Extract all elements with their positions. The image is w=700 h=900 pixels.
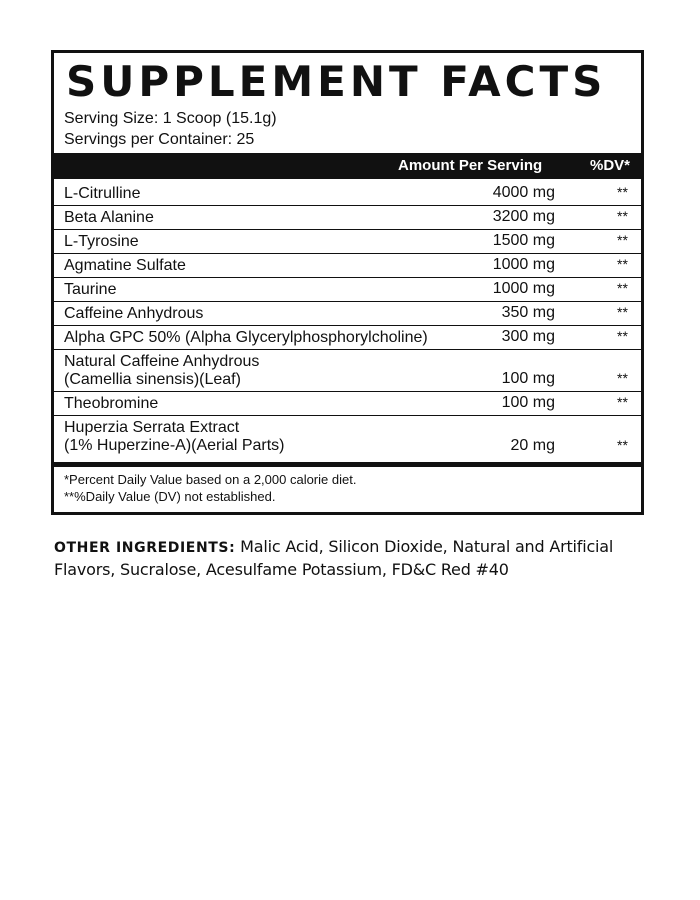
ingredient-name: Theobromine	[64, 395, 159, 412]
daily-value-header: %DV*	[590, 157, 631, 174]
ingredient-amount: 300 mg	[501, 328, 555, 345]
other-ingredients-text: Malic Acid, Silicon Dioxide, Natural and Artificial Flavors, Sucralose, Acesulfame Potassium, FD&C Red #40	[54, 537, 614, 579]
ingredient-name: Huperzia Serrata Extract (1% Huperzine-A)(Aerial Parts)	[64, 419, 285, 454]
ingredient-dv: **	[617, 232, 628, 248]
ingredient-amount: 4000 mg	[492, 184, 555, 201]
amount-per-serving-header: Amount Per Serving	[398, 157, 543, 174]
ingredient-dv: **	[617, 437, 628, 453]
ingredient-name: Caffeine Anhydrous	[64, 305, 204, 322]
ingredient-name: L-Tyrosine	[64, 233, 139, 250]
ingredient-dv: **	[617, 370, 628, 386]
supplement-facts-panel	[51, 50, 644, 515]
serving-size: Serving Size: 1 Scoop (15.1g)	[64, 110, 277, 127]
ingredient-dv: **	[617, 328, 628, 344]
footnote-daily-value: *Percent Daily Value based on a 2,000 calorie diet.	[64, 472, 357, 487]
ingredient-amount: 1500 mg	[492, 232, 555, 249]
ingredient-row	[54, 392, 641, 416]
table-end-divider	[54, 462, 641, 467]
ingredient-row	[54, 206, 641, 230]
facts-title: SUPPLEMENT FACTS	[66, 57, 607, 106]
other-ingredients	[54, 536, 654, 580]
ingredient-amount: 100 mg	[501, 370, 555, 387]
ingredient-name: Agmatine Sulfate	[64, 257, 186, 274]
ingredient-name: Natural Caffeine Anhydrous (Camellia sinensis)(Leaf)	[64, 353, 260, 388]
ingredient-amount: 100 mg	[501, 394, 555, 411]
ingredient-amount: 20 mg	[510, 437, 555, 454]
ingredient-row	[54, 254, 641, 278]
footnote-not-established: **%Daily Value (DV) not established.	[64, 489, 276, 504]
ingredient-row	[54, 326, 641, 350]
ingredient-dv: **	[617, 256, 628, 272]
ingredient-row	[54, 278, 641, 302]
facts-header-bar	[54, 153, 641, 179]
ingredient-row	[54, 350, 641, 392]
ingredient-row	[54, 302, 641, 326]
ingredient-dv: **	[617, 184, 628, 200]
ingredient-name: Taurine	[64, 281, 117, 298]
ingredient-dv: **	[617, 280, 628, 296]
ingredient-amount: 350 mg	[501, 304, 555, 321]
ingredient-dv: **	[617, 394, 628, 410]
ingredient-name: Alpha GPC 50% (Alpha Glycerylphosphorylcholine)	[64, 329, 428, 346]
ingredient-dv: **	[617, 208, 628, 224]
ingredient-row	[54, 182, 641, 206]
ingredient-row	[54, 230, 641, 254]
ingredient-name: L-Citrulline	[64, 185, 141, 202]
ingredient-name: Beta Alanine	[64, 209, 154, 226]
ingredient-row	[54, 416, 641, 458]
ingredient-amount: 3200 mg	[492, 208, 555, 225]
other-ingredients-label: OTHER INGREDIENTS:	[54, 540, 236, 556]
ingredient-rows	[54, 182, 641, 458]
ingredient-dv: **	[617, 304, 628, 320]
ingredient-amount: 1000 mg	[492, 280, 555, 297]
servings-per-container: Servings per Container: 25	[64, 131, 255, 148]
ingredient-amount: 1000 mg	[492, 256, 555, 273]
